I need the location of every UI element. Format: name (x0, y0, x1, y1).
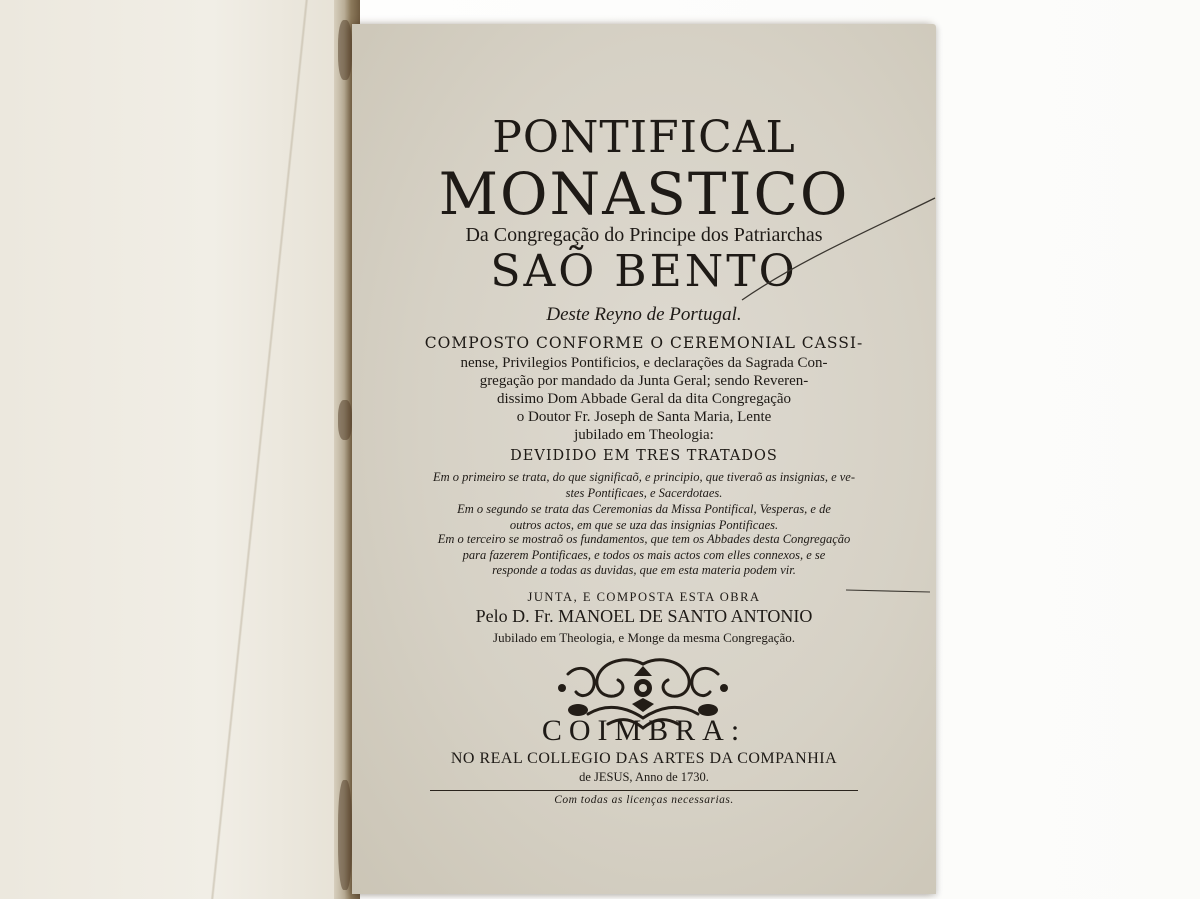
subtitle-congregation: Da Congregação do Principe dos Patriarchas (465, 224, 823, 246)
imprint-printer: NO REAL COLLEGIO DAS ARTES DA COMPANHIA (450, 750, 838, 767)
licences-line: Com todas as licenças necessarias. (554, 794, 734, 806)
treatise-third (392, 532, 896, 579)
treatise-line: responde a todas as duvidas, que em esta materia podem vir. (492, 563, 796, 577)
composed-paragraph (398, 354, 890, 444)
imprint-date: de JESUS, Anno de 1730. (579, 770, 709, 784)
treatise-line: para fazerem Pontificaes, e todos os mais actos com elles connexos, e se (462, 547, 826, 562)
spine-wear (338, 400, 352, 440)
flyleaf-crease (211, 0, 308, 899)
divided-heading: DEVIDIDO EM TRES TRATADOS (510, 448, 778, 464)
treatise-line: stes Pontificaes, e Sacerdotaes. (565, 485, 723, 500)
imprint-rule (430, 790, 858, 791)
title-page (352, 24, 936, 894)
blank-flyleaf (0, 0, 352, 899)
joined-heading: JUNTA, E COMPOSTA ESTA OBRA (527, 590, 761, 604)
treatise-line: Em o segundo se trata das Ceremonias da Missa Pontifical, Vesperas, e de (457, 502, 831, 516)
composed-line: gregação por mandado da Junta Geral; sendo Reveren- (479, 373, 809, 389)
treatise-first (392, 470, 896, 501)
kingdom-line: Deste Reyno de Portugal. (546, 304, 742, 325)
treatise-line: Em o terceiro se mostraõ os fundamentos, que tem os Abbades desta Congregação (437, 532, 851, 546)
treatise-line: outros actos, em que se uza das insignias Pontificaes. (509, 517, 779, 532)
author-title: Jubilado em Theologia, e Monge da mesma Congregação. (493, 630, 795, 645)
spine-wear (338, 20, 352, 80)
saint-name: SAÕ BENTO (490, 246, 798, 297)
composed-heading: COMPOSTO CONFORME O CEREMONIAL CASSI- (424, 334, 864, 352)
title-line-pontifical: PONTIFICAL (492, 112, 796, 163)
treatise-line: Em o primeiro se trata, do que significaõ, e principio, que tiveraõ as insignias, e ve- (432, 470, 856, 484)
imprint-city: COIMBRA: (541, 714, 747, 747)
composed-line: jubilado em Theologia: (574, 427, 714, 443)
composed-line: o Doutor Fr. Joseph de Santa Maria, Lente (516, 409, 772, 425)
spine-wear (338, 780, 352, 890)
composed-line: nense, Privilegios Pontificios, e declarações da Sagrada Con- (460, 355, 828, 371)
author-line: Pelo D. Fr. MANOEL DE SANTO ANTONIO (475, 606, 813, 626)
treatise-second (392, 502, 896, 533)
title-line-monastico: MONASTICO (438, 160, 850, 228)
composed-line: dissimo Dom Abbade Geral da dita Congregação (496, 391, 792, 407)
